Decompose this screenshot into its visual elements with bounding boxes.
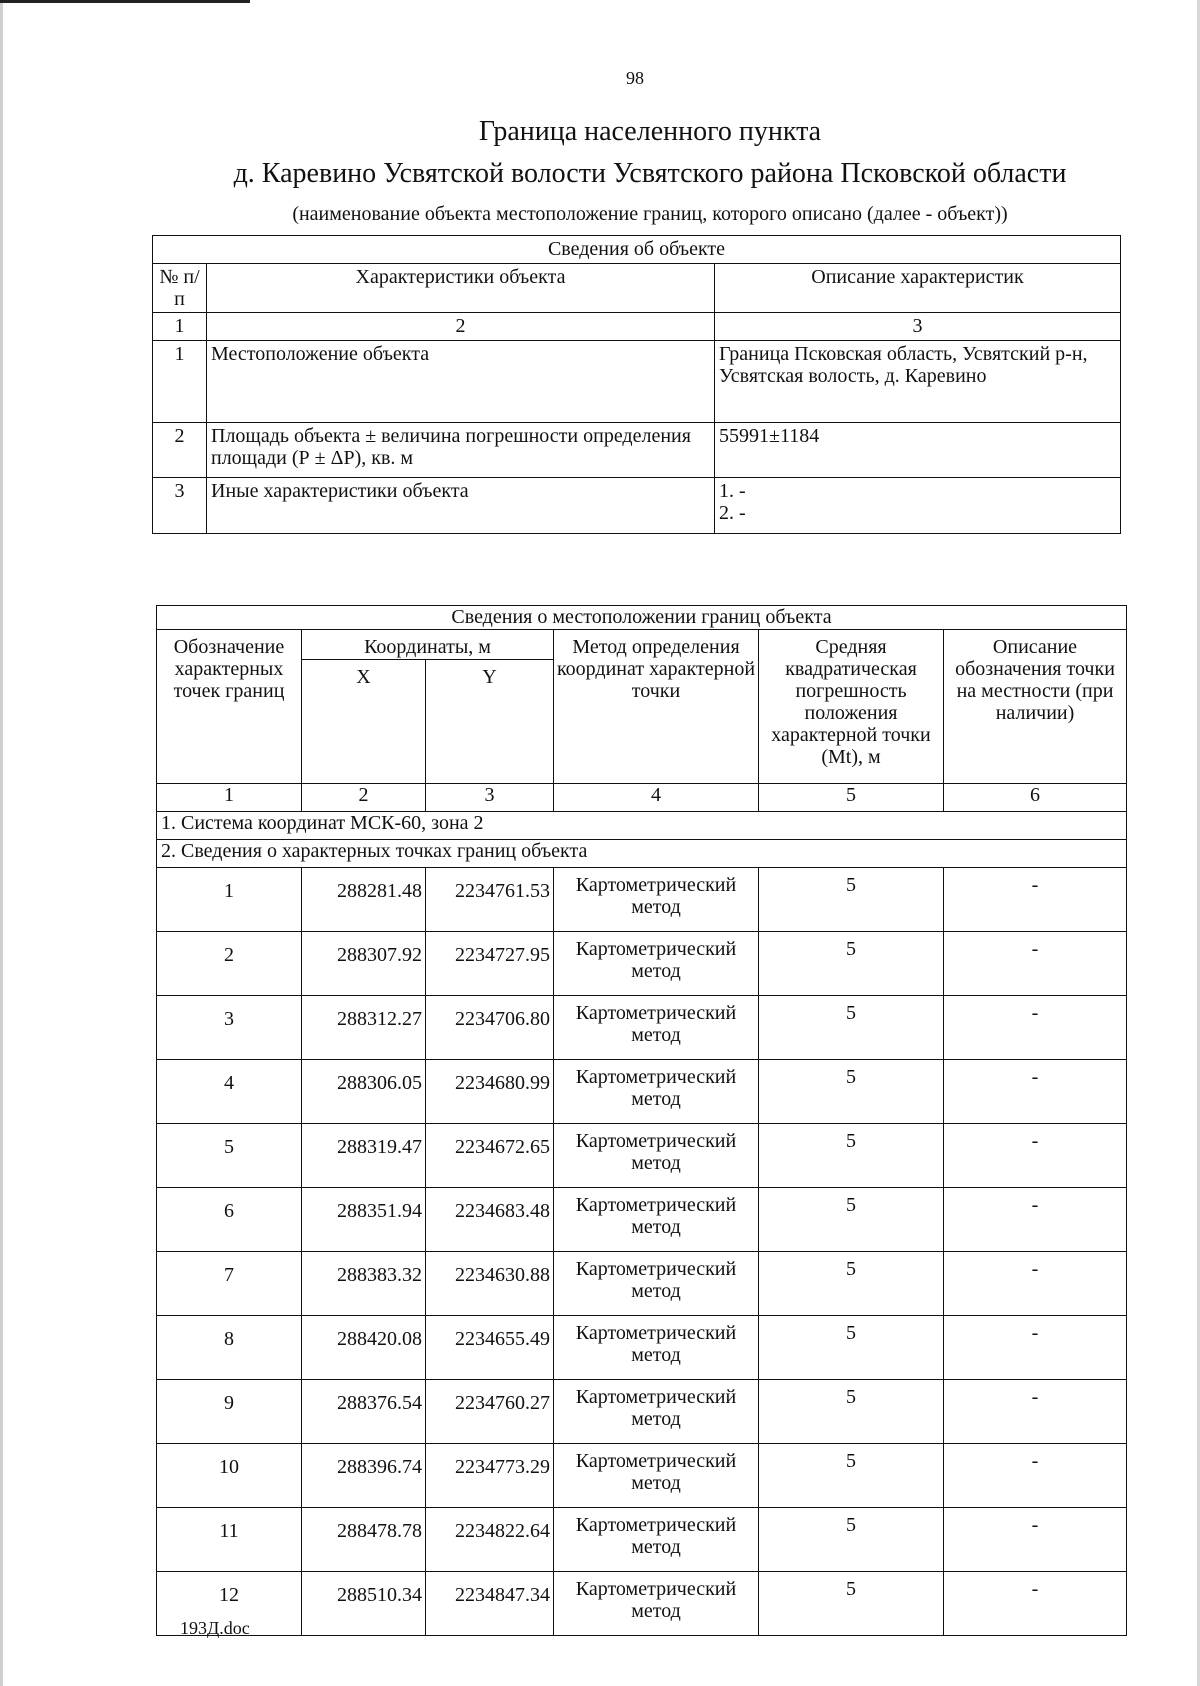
row-number: 2: [153, 423, 207, 478]
point-method: Картометрический метод: [554, 1380, 759, 1444]
points-section: 2. Сведения о характерных точках границ объекта: [157, 840, 1127, 868]
col-number: 1: [153, 313, 207, 341]
point-description: -: [944, 1188, 1127, 1252]
row-number: 1: [153, 341, 207, 423]
header-description: Описание характеристик: [715, 264, 1121, 313]
row-value: Граница Псковская область, Усвятский р-н, Усвятская волость, д. Каревино: [715, 341, 1121, 423]
header-designation: Обозначение характерных точек границ: [157, 630, 302, 784]
row-characteristic: Местоположение объекта: [207, 341, 715, 423]
header-x: X: [302, 660, 426, 784]
point-accuracy: 5: [759, 1572, 944, 1636]
scan-edge-left: [0, 0, 3, 1686]
table-row: [157, 1188, 1127, 1252]
point-description: -: [944, 1124, 1127, 1188]
point-accuracy: 5: [759, 996, 944, 1060]
document-title: Граница населенного пункта: [478, 116, 822, 147]
point-description: -: [944, 1572, 1127, 1636]
point-id: 1: [157, 868, 302, 932]
row-value: [715, 478, 1121, 534]
point-y: 2234680.99: [426, 1060, 554, 1124]
point-y: 2234630.88: [426, 1252, 554, 1316]
point-id: 12: [157, 1572, 302, 1636]
point-id: 9: [157, 1380, 302, 1444]
point-accuracy: 5: [759, 932, 944, 996]
object-name-caption: (наименование объекта местоположение границ, которого описано (далее - объект)): [292, 203, 1008, 225]
table-row: [157, 1124, 1127, 1188]
point-y: 2234773.29: [426, 1444, 554, 1508]
table-row: [153, 341, 1121, 423]
col-number: 3: [426, 784, 554, 812]
point-accuracy: 5: [759, 1252, 944, 1316]
point-x: 288312.27: [302, 996, 426, 1060]
col-number: 2: [302, 784, 426, 812]
point-accuracy: 5: [759, 1188, 944, 1252]
table-row: [157, 1444, 1127, 1508]
page-number: 98: [626, 68, 644, 88]
points-list: [157, 868, 1127, 1636]
point-y: 2234672.65: [426, 1124, 554, 1188]
point-y: 2234706.80: [426, 996, 554, 1060]
col-number: 1: [157, 784, 302, 812]
point-accuracy: 5: [759, 1060, 944, 1124]
point-description: -: [944, 1380, 1127, 1444]
point-method: Картометрический метод: [554, 1444, 759, 1508]
point-x: 288351.94: [302, 1188, 426, 1252]
point-description: -: [944, 868, 1127, 932]
value-line: 2. -: [719, 502, 746, 524]
object-info-table: [152, 235, 1121, 534]
point-accuracy: 5: [759, 868, 944, 932]
point-description: -: [944, 1060, 1127, 1124]
point-accuracy: 5: [759, 1124, 944, 1188]
table-caption: Сведения о местоположении границ объекта: [157, 606, 1127, 630]
point-id: 11: [157, 1508, 302, 1572]
point-x: 288420.08: [302, 1316, 426, 1380]
point-description: -: [944, 1508, 1127, 1572]
col-number: 2: [207, 313, 715, 341]
point-id: 3: [157, 996, 302, 1060]
row-characteristic: Иные характеристики объекта: [207, 478, 715, 534]
point-method: Картометрический метод: [554, 1252, 759, 1316]
point-y: 2234761.53: [426, 868, 554, 932]
scan-edge-top: [0, 0, 250, 3]
boundary-points-table: [156, 605, 1127, 1636]
point-y: 2234847.34: [426, 1572, 554, 1636]
point-y: 2234727.95: [426, 932, 554, 996]
table-row: [157, 996, 1127, 1060]
header-y: Y: [426, 660, 554, 784]
header-accuracy: Средняя квадратическая погрешность положения характерной точки (Mt), м: [759, 630, 944, 784]
point-id: 5: [157, 1124, 302, 1188]
point-x: 288281.48: [302, 868, 426, 932]
header-number: № п/п: [153, 264, 207, 313]
header-method: Метод определения координат характерной точки: [554, 630, 759, 784]
point-x: 288319.47: [302, 1124, 426, 1188]
point-y: 2234822.64: [426, 1508, 554, 1572]
point-id: 4: [157, 1060, 302, 1124]
point-description: -: [944, 996, 1127, 1060]
point-y: 2234760.27: [426, 1380, 554, 1444]
point-x: 288478.78: [302, 1508, 426, 1572]
table-row: [157, 1380, 1127, 1444]
point-method: Картометрический метод: [554, 932, 759, 996]
header-point-description: Описание обозначения точки на местности (при наличии): [944, 630, 1127, 784]
point-method: Картометрический метод: [554, 1508, 759, 1572]
point-y: 2234655.49: [426, 1316, 554, 1380]
point-x: 288396.74: [302, 1444, 426, 1508]
point-x: 288510.34: [302, 1572, 426, 1636]
header-characteristics: Характеристики объекта: [207, 264, 715, 313]
point-y: 2234683.48: [426, 1188, 554, 1252]
value-line: 1. -: [719, 480, 746, 502]
col-number: 3: [715, 313, 1121, 341]
point-x: 288306.05: [302, 1060, 426, 1124]
point-accuracy: 5: [759, 1444, 944, 1508]
point-description: -: [944, 1252, 1127, 1316]
point-method: Картометрический метод: [554, 1188, 759, 1252]
table-row: [153, 423, 1121, 478]
header-coordinates: Координаты, м: [302, 630, 554, 660]
table-row: [157, 1316, 1127, 1380]
point-id: 7: [157, 1252, 302, 1316]
point-description: -: [944, 1316, 1127, 1380]
point-id: 6: [157, 1188, 302, 1252]
col-number: 5: [759, 784, 944, 812]
point-description: -: [944, 932, 1127, 996]
table-row: [157, 1508, 1127, 1572]
point-x: 288376.54: [302, 1380, 426, 1444]
point-method: Картометрический метод: [554, 996, 759, 1060]
table-row: [157, 1060, 1127, 1124]
point-id: 10: [157, 1444, 302, 1508]
table-row: [153, 478, 1121, 534]
file-name: 193Д.doc: [180, 1618, 250, 1638]
table-row: [157, 1252, 1127, 1316]
point-x: 288307.92: [302, 932, 426, 996]
point-method: Картометрический метод: [554, 1572, 759, 1636]
table-caption: Сведения об объекте: [153, 236, 1121, 264]
object-name: д. Каревино Усвятской волости Усвятского района Псковской области: [233, 158, 1067, 189]
point-id: 8: [157, 1316, 302, 1380]
point-x: 288383.32: [302, 1252, 426, 1316]
point-accuracy: 5: [759, 1508, 944, 1572]
point-method: Картометрический метод: [554, 1124, 759, 1188]
row-number: 3: [153, 478, 207, 534]
table-row: [157, 868, 1127, 932]
point-accuracy: 5: [759, 1380, 944, 1444]
point-accuracy: 5: [759, 1316, 944, 1380]
point-description: -: [944, 1444, 1127, 1508]
col-number: 6: [944, 784, 1127, 812]
table-row: [157, 1572, 1127, 1636]
col-number: 4: [554, 784, 759, 812]
point-method: Картометрический метод: [554, 868, 759, 932]
point-id: 2: [157, 932, 302, 996]
coordinate-system-section: 1. Система координат МСК-60, зона 2: [157, 812, 1127, 840]
table-row: [157, 932, 1127, 996]
row-characteristic: Площадь объекта ± величина погрешности определения площади (Р ± ΔР), кв. м: [207, 423, 715, 478]
point-method: Картометрический метод: [554, 1060, 759, 1124]
point-method: Картометрический метод: [554, 1316, 759, 1380]
row-value: 55991±1184: [715, 423, 1121, 478]
